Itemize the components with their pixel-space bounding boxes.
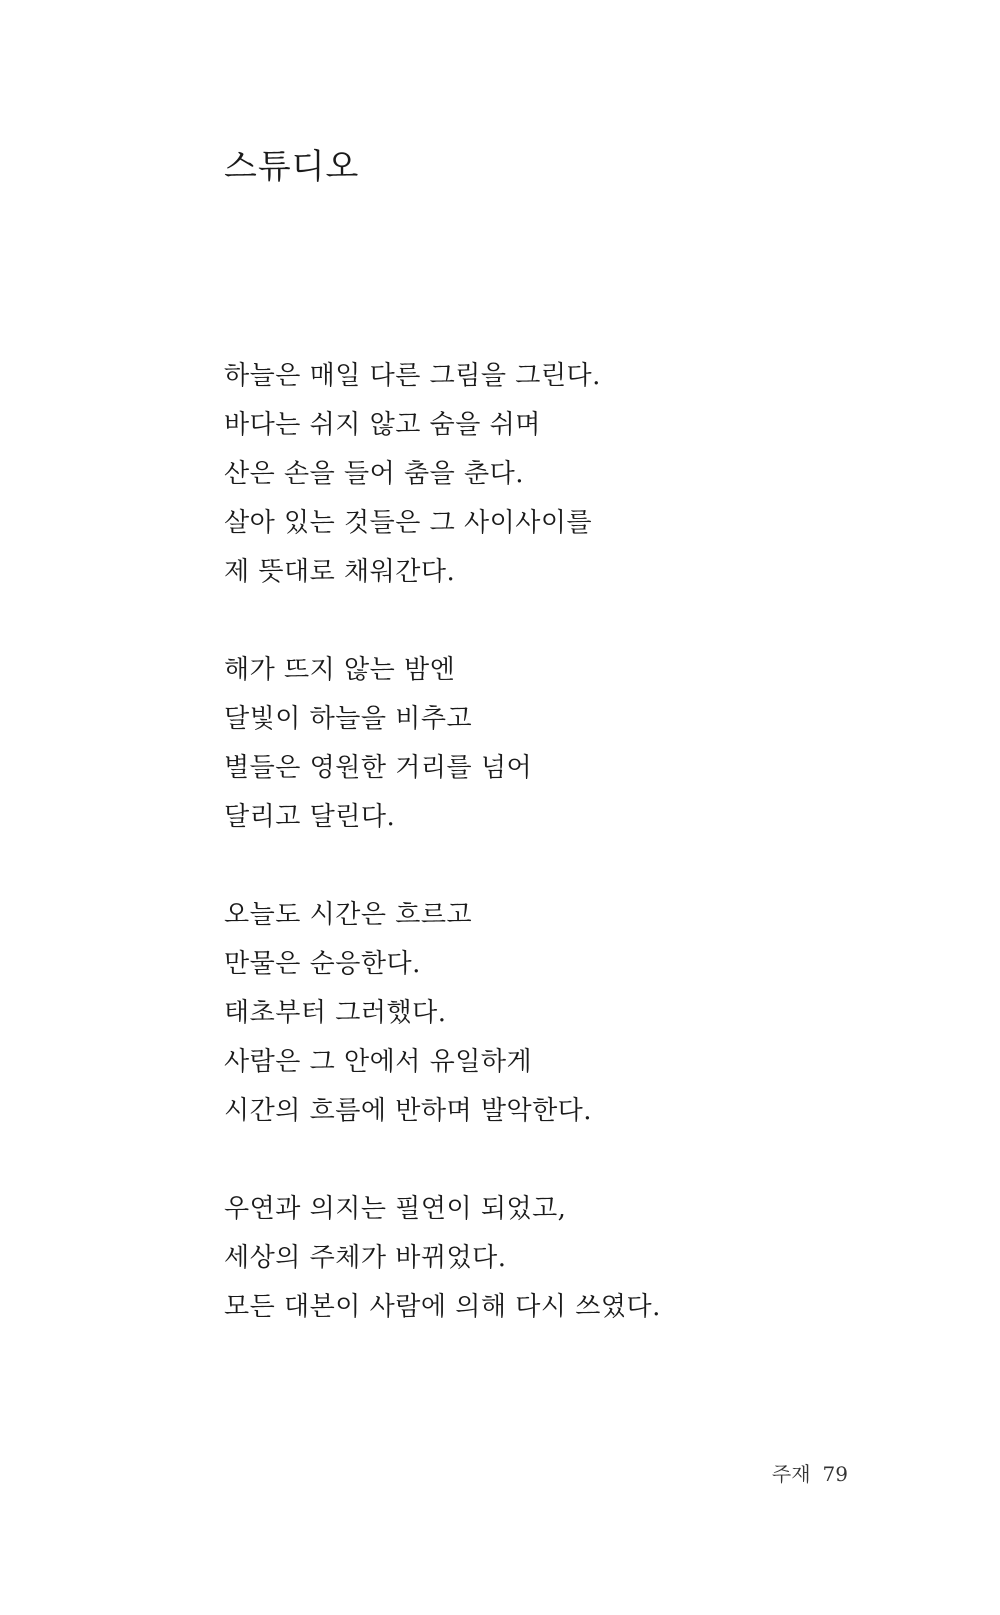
page-footer — [772, 1464, 848, 1484]
poem-line: 우연과 의지는 필연이 되었고, — [224, 1194, 567, 1224]
poem-title: 스튜디오 — [224, 147, 360, 187]
stanza-2 — [224, 646, 924, 842]
stanza-3 — [224, 891, 924, 1136]
poem-line: 달빛이 하늘을 비추고 — [224, 704, 473, 734]
poem-line: 살아 있는 것들은 그 사이사이를 — [224, 508, 593, 538]
poem-line: 세상의 주체가 바뀌었다. — [224, 1243, 507, 1273]
section-label: 주재 — [771, 1462, 811, 1486]
poem-body — [224, 352, 924, 1381]
poem-line: 해가 뜨지 않는 밤엔 — [224, 655, 456, 685]
poem-line: 달리고 달린다. — [224, 802, 396, 832]
stanza-1 — [224, 352, 924, 597]
poem-line: 시간의 흐름에 반하며 발악한다. — [224, 1096, 593, 1126]
poem-line: 별들은 영원한 거리를 넘어 — [224, 753, 533, 783]
poem-line: 태초부터 그러했다. — [224, 998, 447, 1028]
poem-line: 사람은 그 안에서 유일하게 — [224, 1047, 533, 1077]
poem-line: 바다는 쉬지 않고 숨을 쉬며 — [224, 410, 541, 440]
poem-line: 모든 대본이 사람에 의해 다시 쓰였다. — [224, 1292, 661, 1322]
poem-line: 만물은 순응한다. — [224, 949, 421, 979]
poem-line: 오늘도 시간은 흐르고 — [224, 900, 473, 930]
poem-line: 하늘은 매일 다른 그림을 그린다. — [224, 361, 601, 391]
page-number: 79 — [822, 1462, 848, 1486]
stanza-4 — [224, 1185, 924, 1332]
poem-line: 산은 손을 들어 춤을 춘다. — [224, 459, 524, 489]
poem-line: 제 뜻대로 채워간다. — [224, 557, 456, 587]
